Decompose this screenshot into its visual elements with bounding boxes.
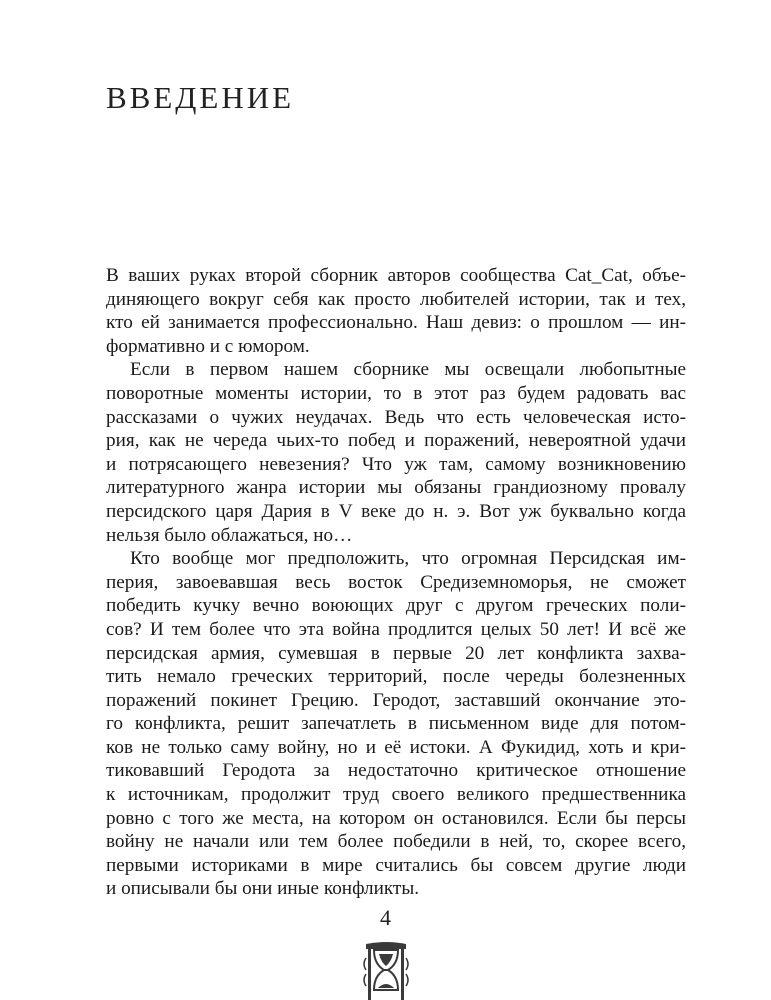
- text-line: рия, как не череда чьих-то побед и поражений, невероятной удачи: [106, 430, 686, 452]
- hourglass-icon: [363, 940, 409, 1000]
- paragraph: [106, 547, 686, 901]
- paragraph: [106, 358, 686, 547]
- text-line: перия, завоевавшая весь восток Средиземноморья, не сможет: [106, 571, 686, 593]
- text-line: литературного жанра истории мы обязаны грандиозному провалу: [106, 477, 686, 499]
- text-line: войну не начали или тем более победили в ней, то, скорее всего,: [106, 831, 686, 853]
- text-line: победить кучку вечно воюющих друг с другом греческих поли-: [106, 595, 686, 617]
- chapter-title: ВВЕДЕНИЕ: [106, 80, 295, 115]
- text-line: тиковавший Геродота за недостаточно критическое отношение: [106, 760, 686, 782]
- text-line: тить немало греческих территорий, после череды болезненных: [106, 666, 686, 688]
- text-line: нельзя было облажаться, но…: [106, 524, 353, 546]
- text-line: сов? И тем более что эта война продлится целых 50 лет! И всё же: [106, 618, 686, 640]
- text-line: и описывали бы они иные конфликты.: [106, 878, 420, 900]
- text-line: В ваших руках второй сборник авторов сообщества Cat_Cat, объе-: [106, 265, 686, 286]
- page-number: 4: [380, 905, 391, 930]
- text-line: рассказами о чужих неудачах. Ведь что есть человеческая исто-: [106, 406, 686, 428]
- text-line: формативно и с юмором.: [106, 335, 310, 357]
- text-line: го конфликта, решит запечатлеть в письменном виде для потом-: [106, 713, 686, 735]
- body-text: [106, 264, 686, 901]
- text-line: ков не только саму войну, но и её истоки. А Фукидид, хоть и кри-: [106, 736, 686, 758]
- text-line: Если в первом нашем сборнике мы освещали любопытные: [130, 359, 686, 381]
- text-line: диняющего вокруг себя как просто любителей истории, так и тех,: [106, 288, 686, 310]
- text-line: Кто вообще мог предположить, что огромная Персидская им-: [130, 548, 686, 570]
- text-line: кто ей занимается профессионально. Наш девиз: о прошлом — ин-: [106, 312, 686, 334]
- paragraph: [106, 264, 686, 358]
- text-line: к источникам, продолжит труд своего великого предшественника: [106, 784, 686, 806]
- text-line: ровно с того же места, на котором он остановился. Если бы персы: [106, 807, 686, 829]
- text-line: поворотные моменты истории, то в этот раз будем радовать вас: [106, 382, 686, 404]
- text-line: первыми историками в мире считались бы совсем другие люди: [106, 854, 686, 876]
- text-line: персидского царя Дария в V веке до н. э. Вот уж буквально когда: [106, 500, 686, 522]
- text-line: и потрясающего невезения? Что уж там, самому возникновению: [106, 453, 686, 475]
- text-line: персидская армия, сумевшая в первые 20 лет конфликта захва-: [106, 642, 686, 664]
- text-line: поражений покинет Грецию. Геродот, заставший окончание это-: [106, 689, 686, 711]
